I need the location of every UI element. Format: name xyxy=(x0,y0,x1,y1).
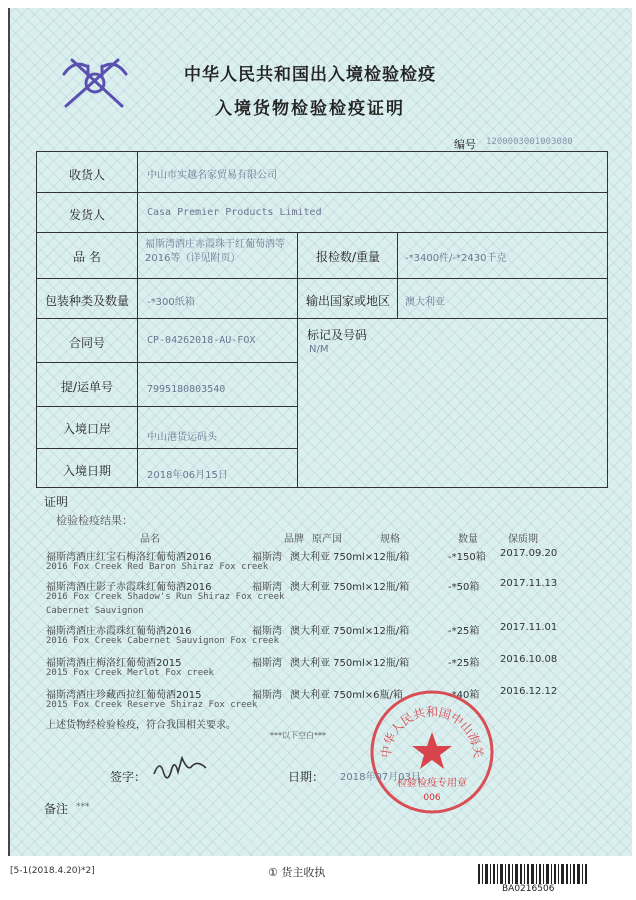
consignor-label: 发货人 xyxy=(68,208,105,222)
col-qty: 数量 xyxy=(458,534,478,545)
origin-value: 澳大利亚 xyxy=(405,297,445,308)
origin-label: 输出国家或地区 xyxy=(305,294,390,308)
consignee-value: 中山市实越名家贸易有限公司 xyxy=(147,170,277,181)
quantity-value: -*3400件/-*2430千克 xyxy=(405,253,507,264)
col-spec: 规格 xyxy=(380,534,400,545)
document-number: BA0216506 xyxy=(502,884,555,894)
barcode-icon xyxy=(478,864,588,884)
signature-icon xyxy=(150,752,210,788)
goods-label: 品 名 xyxy=(73,250,101,264)
seal-code: 006 xyxy=(423,793,441,803)
form-code: [5-1(2018.4.20)*2] xyxy=(10,866,95,876)
entry-date-value: 2018年06月15日 xyxy=(147,470,228,481)
end-mark: ***以下空白*** xyxy=(270,731,326,740)
bl-value: 7995180803540 xyxy=(147,384,226,395)
seal-text: 中华人民共和国中山海关 xyxy=(378,705,486,759)
entry-date-label: 入境日期 xyxy=(62,464,111,478)
consignor-value: Casa Premier Products Limited xyxy=(147,207,322,218)
package-value: -*300纸箱 xyxy=(147,297,195,308)
official-seal xyxy=(368,688,496,816)
remark-value: *** xyxy=(76,802,90,812)
contract-label: 合同号 xyxy=(68,336,105,350)
port-label: 入境口岸 xyxy=(62,422,111,436)
ciq-emblem-icon xyxy=(58,52,132,114)
marks-value: N/M xyxy=(309,344,329,355)
col-brand: 品牌 xyxy=(284,534,304,545)
conclusion-text: 上述货物经检验检疫，符合我国相关要求。 xyxy=(46,720,236,731)
col-name: 品名 xyxy=(140,534,160,545)
issue-date-value: 2018年07月03日 xyxy=(340,772,421,783)
page-subtitle: 入境货物检验检疫证明 xyxy=(215,99,405,119)
serial-label: 编号 xyxy=(454,138,476,151)
contract-value: CP-04262018-AU-FOX xyxy=(147,335,256,346)
fields-table xyxy=(36,151,608,488)
sign-label: 签字： xyxy=(110,770,147,784)
copy-mark: ① 货主收执 xyxy=(268,866,326,879)
quantity-label: 报检数/重量 xyxy=(315,250,381,264)
date-label: 日期： xyxy=(288,770,325,784)
marks-label: 标记及号码 xyxy=(307,328,368,342)
consignee-label: 收货人 xyxy=(68,168,105,182)
bl-label: 提/运单号 xyxy=(60,380,114,394)
certificate-sub: 检验检疫结果： xyxy=(56,514,133,527)
serial-value: 1200003001003080 xyxy=(486,137,573,147)
goods-value: 福斯湾酒庄赤霞珠干红葡萄酒等2016等（详见附页） xyxy=(145,239,285,264)
package-label: 包装种类及数量 xyxy=(44,294,129,308)
seal-star-icon xyxy=(412,732,452,769)
remark-label: 备注 xyxy=(44,802,69,816)
col-origin: 原产国 xyxy=(312,534,342,545)
seal-sub: 检验检疫专用章 xyxy=(397,778,467,789)
page-title: 中华人民共和国出入境检验检疫 xyxy=(184,65,436,85)
certificate-label: 证明 xyxy=(44,495,69,509)
col-shelf-life: 保质期 xyxy=(508,534,538,545)
port-value: 中山港货运码头 xyxy=(147,432,217,443)
